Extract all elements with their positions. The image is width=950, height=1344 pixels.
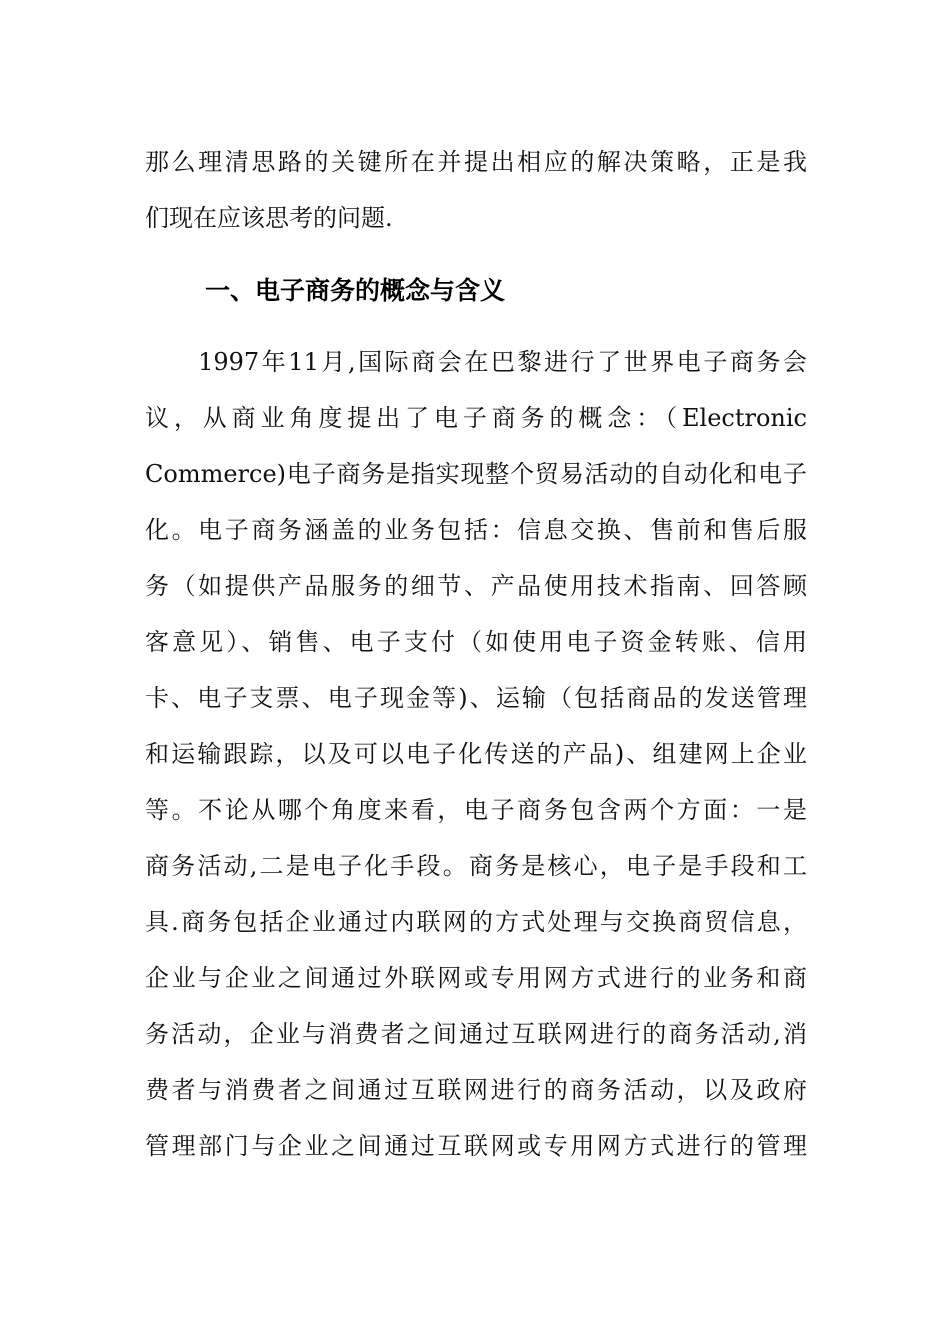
text-line: 务活动，企业与消费者之间通过互联网进行的商务活动,消 <box>145 1020 807 1048</box>
text-line: 费者与消费者之间通过互联网进行的商务活动，以及政府 <box>145 1076 807 1104</box>
section-heading: 一、电子商务的概念与含义 <box>205 276 506 305</box>
text-line: 议，从商业角度提出了电子商务的概念：（Electronic <box>145 404 807 432</box>
text-line: 们现在应该思考的问题. <box>145 204 393 232</box>
text-line: 1997年11月,国际商会在巴黎进行了世界电子商务会 <box>145 348 807 376</box>
text-line: 等。不论从哪个角度来看，电子商务包含两个方面：一是 <box>145 796 807 824</box>
text-line: 化。电子商务涵盖的业务包括：信息交换、售前和售后服 <box>145 516 807 544</box>
text-line: 商务活动,二是电子化手段。商务是核心，电子是手段和工 <box>145 852 807 880</box>
text-line: Commerce)电子商务是指实现整个贸易活动的自动化和电子 <box>145 460 807 488</box>
text-line: 卡、电子支票、电子现金等)、运输（包括商品的发送管理 <box>145 684 807 712</box>
text-line: 和运输跟踪，以及可以电子化传送的产品)、组建网上企业 <box>145 740 807 768</box>
text-line: 企业与企业之间通过外联网或专用网方式进行的业务和商 <box>145 964 807 992</box>
text-line: 具.商务包括企业通过内联网的方式处理与交换商贸信息， <box>145 908 807 936</box>
text-line: 管理部门与企业之间通过互联网或专用网方式进行的管理 <box>145 1132 807 1160</box>
text-line: 务（如提供产品服务的细节、产品使用技术指南、回答顾 <box>145 572 807 600</box>
text-line: 客意见）、销售、电子支付（如使用电子资金转账、信用 <box>145 628 807 656</box>
text-line: 那么理清思路的关键所在并提出相应的解决策略，正是我 <box>145 148 807 176</box>
